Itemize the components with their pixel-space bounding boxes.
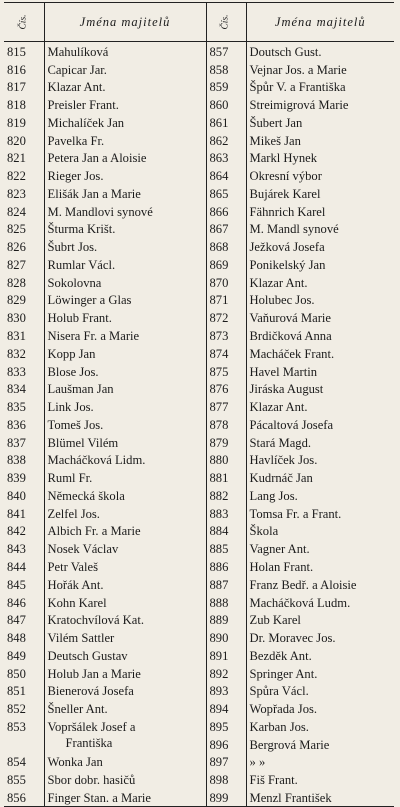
- table-row: [4, 362, 394, 380]
- right-entry-number: 894: [206, 699, 246, 717]
- right-entry-owner: Vagner Ant.: [249, 542, 310, 557]
- left-entry-owner: Wonka Jan: [44, 753, 206, 771]
- left-entry-number: 830: [4, 308, 44, 326]
- left-entry-number: 827: [4, 255, 44, 273]
- number-column-header-left: Čís.: [4, 3, 44, 42]
- right-entry-number: 879: [206, 433, 246, 451]
- left-entry-number: 838: [4, 451, 44, 469]
- right-entry-owner: Bergrová Marie: [249, 737, 330, 752]
- left-entry-number: 824: [4, 202, 44, 220]
- table-row: [4, 255, 394, 273]
- left-entry-owner: Hořák Ant.: [44, 575, 206, 593]
- right-entry-owner: M. Mandl synové: [249, 222, 339, 237]
- table-row: [4, 308, 394, 326]
- right-entry-owner: Holubec Jos.: [249, 293, 315, 308]
- right-entry-number: 864: [206, 166, 246, 184]
- left-entry-owner: Löwinger a Glas: [44, 291, 206, 309]
- left-entry-number: 855: [4, 770, 44, 788]
- right-entry-number: 882: [206, 486, 246, 504]
- right-entry-number: 863: [206, 149, 246, 167]
- right-entry-owner: Holan Frant.: [249, 559, 314, 574]
- table-row: [4, 522, 394, 540]
- right-entry-owner: Havel Martin: [249, 364, 317, 379]
- right-entry-number: 867: [206, 220, 246, 238]
- right-entry-owner: Lang Jos.: [249, 488, 298, 503]
- table-row: [4, 433, 394, 451]
- left-entry-owner: Michalíček Jan: [44, 113, 206, 131]
- table-row: [4, 770, 394, 788]
- left-entry-owner: Šneller Ant.: [44, 699, 206, 717]
- left-entry-number: 848: [4, 628, 44, 646]
- right-entry-owner: Tomsa Fr. a Frant.: [249, 506, 342, 521]
- left-entry-number: 817: [4, 78, 44, 96]
- table-row: [4, 611, 394, 629]
- left-entry-owner: Capicar Jar.: [44, 60, 206, 78]
- left-entry-owner: Albich Fr. a Marie: [44, 522, 206, 540]
- left-entry-number: 820: [4, 131, 44, 149]
- right-entry-owner: Ježková Josefa: [249, 240, 325, 255]
- left-entry-owner: Holub Jan a Marie: [44, 664, 206, 682]
- table-row: [4, 42, 394, 60]
- right-entry-number: 885: [206, 539, 246, 557]
- left-entry-number: 815: [4, 42, 44, 60]
- left-entry-owner: Ruml Fr.: [44, 468, 206, 486]
- right-entry-number: 860: [206, 95, 246, 113]
- right-entry-owner: Špůr V. a Františka: [249, 80, 346, 95]
- right-entry-owner: Pácaltová Josefa: [249, 417, 334, 432]
- left-entry-owner-line1: Vopršálek Josef a: [47, 720, 136, 735]
- right-entry-owner: Kudrnáč Jan: [249, 471, 313, 486]
- left-entry-number: 832: [4, 344, 44, 362]
- table-row: [4, 397, 394, 415]
- table-row: [4, 451, 394, 469]
- right-entry-number: 870: [206, 273, 246, 291]
- right-entry-owner: Fähnrich Karel: [249, 204, 326, 219]
- left-entry-number: 854: [4, 753, 44, 771]
- right-entry-owner: Doutsch Gust.: [249, 44, 322, 59]
- right-entry-number: 897: [206, 753, 246, 771]
- left-entry-number: 822: [4, 166, 44, 184]
- table-row: [4, 557, 394, 575]
- left-entry-owner: Kratochvílová Kat.: [44, 611, 206, 629]
- left-entry-owner: [44, 717, 206, 753]
- right-entry-owner: Wopřada Jos.: [249, 702, 318, 717]
- right-entry-number: 865: [206, 184, 246, 202]
- left-entry-number: 845: [4, 575, 44, 593]
- left-entry-owner: Rieger Jos.: [44, 166, 206, 184]
- right-entry-number: 878: [206, 415, 246, 433]
- right-entry-owner: Havlíček Jos.: [249, 453, 318, 468]
- right-entry-number: 893: [206, 682, 246, 700]
- right-entry-owner: Spůra Václ.: [249, 684, 309, 699]
- left-entry-number: 842: [4, 522, 44, 540]
- left-entry-owner: Mahulíková: [44, 42, 206, 60]
- left-entry-owner: Nosek Václav: [44, 539, 206, 557]
- table-row: [4, 291, 394, 309]
- right-entry-owner: Fiš Frant.: [249, 773, 298, 788]
- table-row: [4, 237, 394, 255]
- table-row: [4, 753, 394, 771]
- left-entry-owner: Sokolovna: [44, 273, 206, 291]
- right-entry-number: 858: [206, 60, 246, 78]
- left-entry-owner: Macháčková Lidm.: [44, 451, 206, 469]
- left-entry-owner: M. Mandlovi synové: [44, 202, 206, 220]
- right-entry-number: 891: [206, 646, 246, 664]
- right-entry-number: 884: [206, 522, 246, 540]
- table-row: [4, 504, 394, 522]
- left-entry-number: 831: [4, 326, 44, 344]
- left-entry-number: 847: [4, 611, 44, 629]
- left-entry-number: 851: [4, 682, 44, 700]
- left-entry-number: 818: [4, 95, 44, 113]
- right-entry-number: 873: [206, 326, 246, 344]
- right-entry-owner: Škola: [249, 524, 279, 539]
- right-entry-owner: Bezděk Ant.: [249, 648, 312, 663]
- left-entry-number: 850: [4, 664, 44, 682]
- table-row: [4, 95, 394, 113]
- right-entry-number: 876: [206, 380, 246, 398]
- left-entry-owner: Laušman Jan: [44, 380, 206, 398]
- right-entry-number: 866: [206, 202, 246, 220]
- left-entry-number: 834: [4, 380, 44, 398]
- left-entry-number: 819: [4, 113, 44, 131]
- left-entry-owner: Petera Jan a Aloisie: [44, 149, 206, 167]
- left-entry-number: 853: [4, 717, 44, 753]
- right-entry-owner: Macháčková Ludm.: [249, 595, 351, 610]
- right-entry-owner: Franz Bedř. a Aloisie: [249, 577, 357, 592]
- right-entry-number: 877: [206, 397, 246, 415]
- right-entry-number: 892: [206, 664, 246, 682]
- right-entry-owner: Klazar Ant.: [249, 400, 308, 415]
- table-row: [4, 539, 394, 557]
- left-entry-number: 837: [4, 433, 44, 451]
- right-entry-owner: Menzl František: [246, 788, 394, 806]
- left-entry-number: 844: [4, 557, 44, 575]
- table-row: [4, 486, 394, 504]
- table-row: [4, 184, 394, 202]
- table-row: [4, 788, 394, 806]
- table-row: [4, 220, 394, 238]
- table-row: [4, 78, 394, 96]
- owner-column-header-left: Jména majitelů: [44, 3, 206, 42]
- left-entry-number: 828: [4, 273, 44, 291]
- table-row: [4, 628, 394, 646]
- left-entry-number: 852: [4, 699, 44, 717]
- left-entry-owner: Pavelka Fr.: [44, 131, 206, 149]
- left-entry-number: 833: [4, 362, 44, 380]
- right-entry-number: 862: [206, 131, 246, 149]
- right-entry-number: 886: [206, 557, 246, 575]
- right-entry-owner: Šubert Jan: [249, 115, 303, 130]
- right-entry-owner: Zub Karel: [249, 613, 301, 628]
- right-entry-owner: Mikeš Jan: [249, 133, 301, 148]
- left-entry-owner: Šturma Krišt.: [44, 220, 206, 238]
- table-row: [4, 468, 394, 486]
- table-row: [4, 166, 394, 184]
- left-entry-number: 816: [4, 60, 44, 78]
- right-entry-number: 895: [206, 717, 246, 735]
- left-entry-owner: Blose Jos.: [44, 362, 206, 380]
- right-entry-owner: Springer Ant.: [249, 666, 318, 681]
- left-entry-number: 836: [4, 415, 44, 433]
- left-entry-owner: Blümel Vilém: [44, 433, 206, 451]
- left-entry-number: 839: [4, 468, 44, 486]
- right-entry-number: 857: [206, 42, 246, 60]
- owner-column-header-right: Jména majitelů: [246, 3, 394, 42]
- owner-register-table: [4, 2, 394, 807]
- table-row: [4, 149, 394, 167]
- right-entry-owner: Karban Jos.: [249, 719, 309, 734]
- right-entry-number: 868: [206, 237, 246, 255]
- table-row: [4, 326, 394, 344]
- right-entry-owner: Vaňurová Marie: [249, 311, 331, 326]
- table-row: [4, 344, 394, 362]
- left-entry-owner: Vilém Sattler: [44, 628, 206, 646]
- left-entry-number: 841: [4, 504, 44, 522]
- header-row: [4, 3, 394, 42]
- right-entry-number: 883: [206, 504, 246, 522]
- table-row: [4, 593, 394, 611]
- left-entry-owner: Nisera Fr. a Marie: [44, 326, 206, 344]
- table-row: [4, 273, 394, 291]
- table-row: [4, 646, 394, 664]
- left-entry-owner: Klazar Ant.: [44, 78, 206, 96]
- right-entry-number: 889: [206, 611, 246, 629]
- right-entry-owner: » »: [249, 755, 266, 770]
- left-entry-owner: Kopp Jan: [44, 344, 206, 362]
- left-entry-number: 840: [4, 486, 44, 504]
- right-entry-owner: Ponikelský Jan: [249, 257, 326, 272]
- table-row: [4, 380, 394, 398]
- right-entry-number: 881: [206, 468, 246, 486]
- right-entry-owner: Vejnar Jos. a Marie: [249, 62, 347, 77]
- left-entry-owner: Finger Stan. a Marie: [44, 788, 206, 806]
- right-entry-number: 875: [206, 362, 246, 380]
- left-entry-number: 826: [4, 237, 44, 255]
- left-entry-number: 825: [4, 220, 44, 238]
- right-entry-owner: Brdičková Anna: [249, 329, 332, 344]
- right-entry-owner: Dr. Moravec Jos.: [249, 631, 336, 646]
- right-entry-number: 899: [206, 788, 246, 806]
- left-entry-owner: Holub Frant.: [44, 308, 206, 326]
- left-entry-number: 823: [4, 184, 44, 202]
- table-row: [4, 717, 394, 735]
- left-entry-owner: Zelfel Jos.: [44, 504, 206, 522]
- table-row: [4, 575, 394, 593]
- right-entry-number: 861: [206, 113, 246, 131]
- left-entry-owner: Německá škola: [44, 486, 206, 504]
- right-entry-number: 896: [206, 735, 246, 753]
- left-entry-owner: Petr Valeš: [44, 557, 206, 575]
- right-entry-owner: Okresní výbor: [249, 169, 322, 184]
- right-entry-owner: Macháček Frant.: [249, 346, 335, 361]
- right-entry-number: 880: [206, 451, 246, 469]
- right-entry-number: 874: [206, 344, 246, 362]
- left-entry-number: 835: [4, 397, 44, 415]
- left-entry-number: 856: [4, 788, 44, 806]
- right-entry-number: 869: [206, 255, 246, 273]
- left-entry-number: 846: [4, 593, 44, 611]
- right-entry-owner: Stará Magd.: [249, 435, 312, 450]
- left-entry-owner: Kohn Karel: [44, 593, 206, 611]
- right-entry-owner: Streimigrová Marie: [249, 98, 349, 113]
- left-entry-owner: Tomeš Jos.: [44, 415, 206, 433]
- right-entry-owner: Markl Hynek: [249, 151, 318, 166]
- table-row: [4, 113, 394, 131]
- left-entry-owner: Preisler Frant.: [44, 95, 206, 113]
- right-entry-number: 888: [206, 593, 246, 611]
- right-entry-number: 887: [206, 575, 246, 593]
- left-entry-owner: Sbor dobr. hasičů: [44, 770, 206, 788]
- right-entry-number: 890: [206, 628, 246, 646]
- right-entry-number: 871: [206, 291, 246, 309]
- table-row: [4, 699, 394, 717]
- table-row: [4, 202, 394, 220]
- left-entry-number: 849: [4, 646, 44, 664]
- left-entry-owner: Šubrt Jos.: [44, 237, 206, 255]
- right-entry-owner: Jiráska August: [249, 382, 324, 397]
- table-row: [4, 60, 394, 78]
- number-column-header-right: Čís.: [206, 3, 246, 42]
- table-row: [4, 682, 394, 700]
- right-entry-owner: Bujárek Karel: [249, 186, 321, 201]
- left-entry-owner: Link Jos.: [44, 397, 206, 415]
- left-entry-owner: Rumlar Václ.: [44, 255, 206, 273]
- left-entry-owner: Bienerová Josefa: [44, 682, 206, 700]
- right-entry-number: 872: [206, 308, 246, 326]
- table-row: [4, 664, 394, 682]
- left-entry-number: 821: [4, 149, 44, 167]
- left-entry-owner: Elišák Jan a Marie: [44, 184, 206, 202]
- left-entry-number: 829: [4, 291, 44, 309]
- left-entry-owner: Deutsch Gustav: [44, 646, 206, 664]
- register-rows: [4, 42, 394, 807]
- table-row: [4, 415, 394, 433]
- right-entry-owner: Klazar Ant.: [249, 275, 308, 290]
- table-row: [4, 131, 394, 149]
- right-entry-number: 859: [206, 78, 246, 96]
- left-entry-owner-line2: Františka: [65, 736, 113, 751]
- right-entry-number: 898: [206, 770, 246, 788]
- left-entry-number: 843: [4, 539, 44, 557]
